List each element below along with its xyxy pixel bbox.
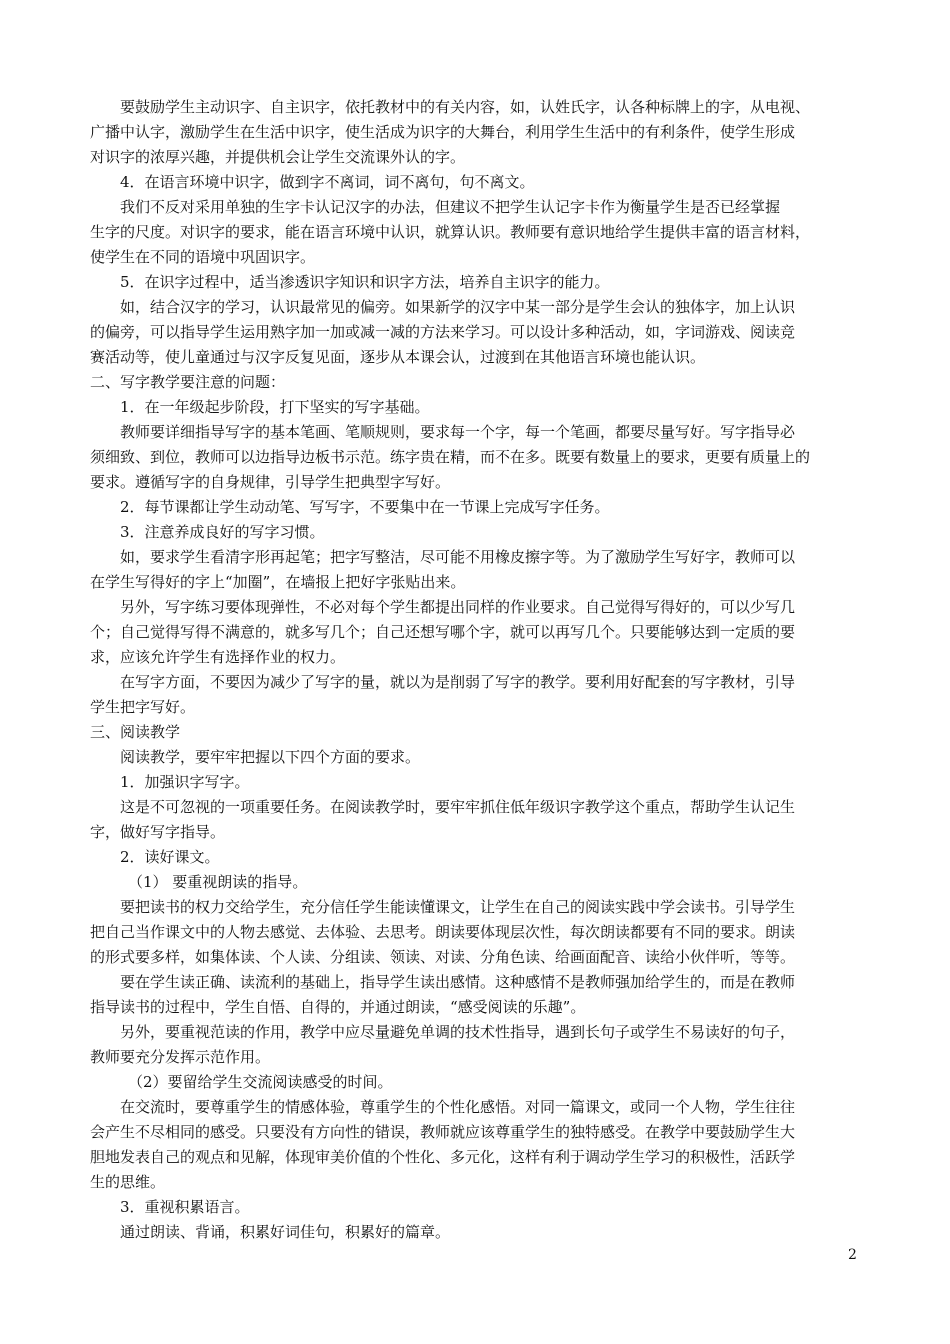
- text-line: 二、写字教学要注意的问题：: [90, 373, 286, 391]
- text-line: 如，结合汉字的学习，认识最常见的偏旁。如果新学的汉字中某一部分是学生会认的独体字，加上认识: [120, 298, 796, 316]
- text-line: 我们不反对采用单独的生字卡认记汉字的办法，但建议不把学生认记字卡作为衡量学生是否已经掌握: [120, 198, 781, 216]
- text-line: 这是不可忽视的一项重要任务。在阅读教学时，要牢牢抓住低年级识字教学这个重点，帮助学生认记生: [120, 798, 796, 816]
- text-line: 在写字方面，不要因为减少了写字的量，就以为是削弱了写字的教学。要利用好配套的写字教材，引导: [120, 673, 796, 691]
- text-line: 须细致、到位，教师可以边指导边板书示范。练字贵在精，而不在多。既要有数量上的要求，更要有质量上的: [90, 448, 811, 466]
- text-line: 生字的尺度。对识字的要求，能在语言环境中认识，就算认识。教师要有意识地给学生提供丰富的语言材料，: [90, 223, 811, 241]
- text-line: 对识字的浓厚兴趣，并提供机会让学生交流课外认的字。: [90, 148, 466, 166]
- text-line: 3．注意养成良好的写字习惯。: [120, 523, 325, 541]
- text-line: 三、阅读教学: [90, 723, 181, 741]
- text-line: 要求。遵循写字的自身规律，引导学生把典型字写好。: [90, 473, 451, 491]
- text-line: 把自己当作课文中的人物去感觉、去体验、去思考。朗读要体现层次性，每次朗读都要有不同的要求。朗读: [90, 923, 796, 941]
- text-line: 阅读教学，要牢牢把握以下四个方面的要求。: [120, 748, 421, 766]
- text-line: 另外，要重视范读的作用，教学中应尽量避免单调的技术性指导，遇到长句子或学生不易读好的句子，: [120, 1023, 796, 1041]
- text-line: 的形式要多样，如集体读、个人读、分组读、领读、对读、分角色读、给画面配音、读给小伙伴听，等等。: [90, 948, 796, 966]
- text-line: 广播中认字，激励学生在生活中识字，使生活成为识字的大舞台，利用学生生活中的有利条件，使学生形成: [90, 123, 796, 141]
- text-line: 2．读好课文。: [120, 848, 220, 866]
- text-line: 学生把字写好。: [90, 698, 196, 716]
- text-line: 字，做好写字指导。: [90, 823, 226, 841]
- text-line: （2）要留给学生交流阅读感受的时间。: [128, 1073, 393, 1091]
- text-line: 通过朗读、背诵，积累好词佳句，积累好的篇章。: [120, 1223, 451, 1241]
- text-line: 1．在一年级起步阶段，打下坚实的写字基础。: [120, 398, 430, 416]
- text-line: 求，应该允许学生有选择作业的权力。: [90, 648, 346, 666]
- text-line: 1．加强识字写字。: [120, 773, 250, 791]
- text-line: 教师要详细指导写字的基本笔画、笔顺规则，要求每一个字，每一个笔画，都要尽量写好。写字指导必: [120, 423, 796, 441]
- text-line: 使学生在不同的语境中巩固识字。: [90, 248, 316, 266]
- text-line: 如，要求学生看清字形再起笔；把字写整洁，尽可能不用橡皮擦字等。为了激励学生写好字，教师可以: [120, 548, 796, 566]
- text-line: 要把读书的权力交给学生，充分信任学生能读懂课文，让学生在自己的阅读实践中学会读书。引导学生: [120, 898, 796, 916]
- text-line: （1） 要重视朗读的指导。: [128, 873, 308, 891]
- text-line: 要在学生读正确、读流利的基础上，指导学生读出感情。这种感情不是教师强加给学生的，而是在教师: [120, 973, 796, 991]
- text-line: 的偏旁，可以指导学生运用熟字加一加或减一减的方法来学习。可以设计多种活动，如，字词游戏、阅读竞: [90, 323, 796, 341]
- text-line: 在学生写得好的字上“加圈”，在墙报上把好字张贴出来。: [90, 573, 466, 591]
- text-line: 另外，写字练习要体现弹性，不必对每个学生都提出同样的作业要求。自己觉得写得好的，可以少写几: [120, 598, 796, 616]
- text-line: 3．重视积累语言。: [120, 1198, 250, 1216]
- text-line: 在交流时，要尊重学生的情感体验，尊重学生的个性化感悟。对同一篇课文，或同一个人物，学生往往: [120, 1098, 796, 1116]
- text-line: 赛活动等，使儿童通过与汉字反复见面，逐步从本课会认，过渡到在其他语言环境也能认识。: [90, 348, 706, 366]
- text-line: 教师要充分发挥示范作用。: [90, 1048, 271, 1066]
- text-line: 个；自己觉得写得不满意的，就多写几个；自己还想写哪个字，就可以再写几个。只要能够达到一定质的要: [90, 623, 796, 641]
- text-line: 胆地发表自己的观点和见解，体现审美价值的个性化、多元化，这样有利于调动学生学习的积极性，活跃学: [90, 1148, 796, 1166]
- text-line: 2．每节课都让学生动动笔、写写字，不要集中在一节课上完成写字任务。: [120, 498, 610, 516]
- page-number: 2: [848, 1247, 857, 1263]
- text-line: 4．在语言环境中识字，做到字不离词，词不离句，句不离文。: [120, 173, 535, 191]
- text-line: 生的思维。: [90, 1173, 166, 1191]
- text-line: 会产生不尽相同的感受。只要没有方向性的错误，教师就应该尊重学生的独特感受。在教学中要鼓励学生大: [90, 1123, 796, 1141]
- document-body: [90, 95, 860, 1245]
- text-line: 要鼓励学生主动识字、自主识字，依托教材中的有关内容，如，认姓氏字，认各种标牌上的字，从电视、: [120, 98, 811, 116]
- text-line: 指导读书的过程中，学生自悟、自得的，并通过朗读，“感受阅读的乐趣”。: [90, 998, 586, 1016]
- text-line: 5．在识字过程中，适当渗透识字知识和识字方法，培养自主识字的能力。: [120, 273, 610, 291]
